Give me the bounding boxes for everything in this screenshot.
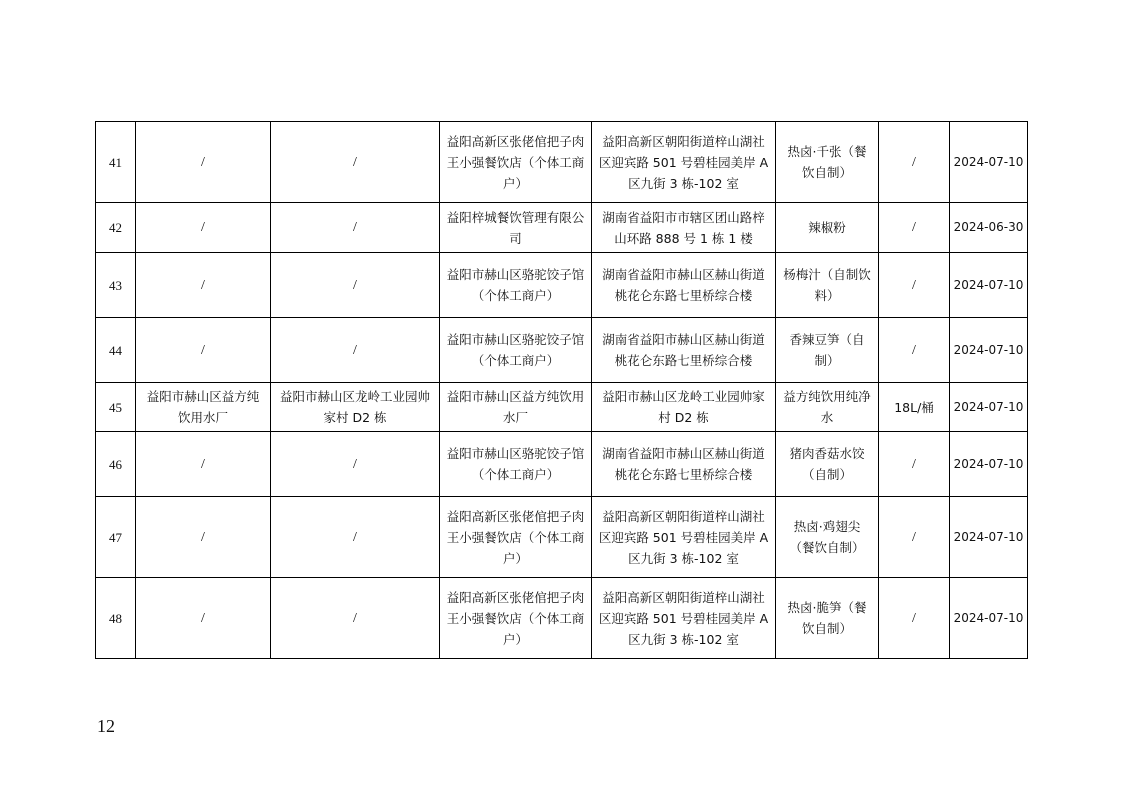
cell-manufacturer: / bbox=[136, 122, 271, 203]
cell-number: 47 bbox=[96, 497, 136, 578]
cell-entity-address: 益阳高新区朝阳街道梓山湖社区迎宾路 501 号碧桂园美岸 A 区九街 3 栋-102 室 bbox=[592, 578, 776, 659]
table-row bbox=[96, 122, 1028, 203]
cell-number: 42 bbox=[96, 203, 136, 253]
table-row bbox=[96, 432, 1028, 497]
cell-manufacturer-address: / bbox=[271, 432, 440, 497]
cell-number: 46 bbox=[96, 432, 136, 497]
table-row bbox=[96, 578, 1028, 659]
cell-sampled-entity: 益阳高新区张佬倌把子肉王小强餐饮店（个体工商户） bbox=[440, 578, 592, 659]
cell-product-name: 热卤·鸡翅尖（餐饮自制） bbox=[776, 497, 879, 578]
cell-sampled-entity: 益阳市赫山区骆驼饺子馆（个体工商户） bbox=[440, 253, 592, 318]
cell-sampled-entity: 益阳高新区张佬倌把子肉王小强餐饮店（个体工商户） bbox=[440, 497, 592, 578]
cell-manufacturer-address: / bbox=[271, 122, 440, 203]
cell-manufacturer-address: / bbox=[271, 203, 440, 253]
cell-date: 2024-07-10 bbox=[950, 383, 1028, 432]
cell-specification: / bbox=[879, 122, 950, 203]
cell-manufacturer: / bbox=[136, 253, 271, 318]
cell-manufacturer-address: / bbox=[271, 318, 440, 383]
cell-sampled-entity: 益阳市赫山区益方纯饮用水厂 bbox=[440, 383, 592, 432]
table-row bbox=[96, 383, 1028, 432]
cell-number: 45 bbox=[96, 383, 136, 432]
cell-entity-address: 湖南省益阳市市辖区团山路梓山环路 888 号 1 栋 1 楼 bbox=[592, 203, 776, 253]
cell-manufacturer: / bbox=[136, 318, 271, 383]
cell-manufacturer-address: / bbox=[271, 578, 440, 659]
cell-specification: / bbox=[879, 203, 950, 253]
cell-specification: / bbox=[879, 318, 950, 383]
table-row bbox=[96, 497, 1028, 578]
cell-product-name: 香辣豆笋（自制） bbox=[776, 318, 879, 383]
cell-manufacturer: 益阳市赫山区益方纯饮用水厂 bbox=[136, 383, 271, 432]
cell-sampled-entity: 益阳市赫山区骆驼饺子馆（个体工商户） bbox=[440, 432, 592, 497]
cell-entity-address: 湖南省益阳市赫山区赫山街道桃花仑东路七里桥综合楼 bbox=[592, 432, 776, 497]
cell-manufacturer-address: / bbox=[271, 497, 440, 578]
cell-specification: / bbox=[879, 253, 950, 318]
cell-date: 2024-06-30 bbox=[950, 203, 1028, 253]
table-row bbox=[96, 203, 1028, 253]
cell-date: 2024-07-10 bbox=[950, 578, 1028, 659]
cell-manufacturer-address: 益阳市赫山区龙岭工业园帅家村 D2 栋 bbox=[271, 383, 440, 432]
cell-specification: / bbox=[879, 497, 950, 578]
cell-product-name: 杨梅汁（自制饮料） bbox=[776, 253, 879, 318]
cell-product-name: 辣椒粉 bbox=[776, 203, 879, 253]
cell-product-name: 益方纯饮用纯净水 bbox=[776, 383, 879, 432]
cell-manufacturer: / bbox=[136, 578, 271, 659]
cell-product-name: 热卤·脆笋（餐饮自制） bbox=[776, 578, 879, 659]
page-number: 12 bbox=[97, 716, 115, 736]
table-row bbox=[96, 253, 1028, 318]
cell-entity-address: 益阳高新区朝阳街道梓山湖社区迎宾路 501 号碧桂园美岸 A 区九街 3 栋-102 室 bbox=[592, 497, 776, 578]
cell-number: 41 bbox=[96, 122, 136, 203]
cell-manufacturer-address: / bbox=[271, 253, 440, 318]
cell-sampled-entity: 益阳梓城餐饮管理有限公司 bbox=[440, 203, 592, 253]
table-row bbox=[96, 318, 1028, 383]
cell-sampled-entity: 益阳高新区张佬倌把子肉王小强餐饮店（个体工商户） bbox=[440, 122, 592, 203]
cell-manufacturer: / bbox=[136, 497, 271, 578]
cell-sampled-entity: 益阳市赫山区骆驼饺子馆（个体工商户） bbox=[440, 318, 592, 383]
cell-entity-address: 湖南省益阳市赫山区赫山街道桃花仑东路七里桥综合楼 bbox=[592, 253, 776, 318]
cell-number: 43 bbox=[96, 253, 136, 318]
cell-date: 2024-07-10 bbox=[950, 318, 1028, 383]
cell-specification: 18L/桶 bbox=[879, 383, 950, 432]
table-body bbox=[96, 122, 1028, 659]
cell-date: 2024-07-10 bbox=[950, 253, 1028, 318]
cell-number: 44 bbox=[96, 318, 136, 383]
cell-number: 48 bbox=[96, 578, 136, 659]
cell-specification: / bbox=[879, 578, 950, 659]
cell-date: 2024-07-10 bbox=[950, 497, 1028, 578]
cell-manufacturer: / bbox=[136, 203, 271, 253]
cell-manufacturer: / bbox=[136, 432, 271, 497]
cell-product-name: 热卤·千张（餐饮自制） bbox=[776, 122, 879, 203]
cell-entity-address: 益阳市赫山区龙岭工业园帅家村 D2 栋 bbox=[592, 383, 776, 432]
cell-product-name: 猪肉香菇水饺（自制） bbox=[776, 432, 879, 497]
inspection-table bbox=[95, 121, 1028, 659]
cell-date: 2024-07-10 bbox=[950, 432, 1028, 497]
cell-entity-address: 益阳高新区朝阳街道梓山湖社区迎宾路 501 号碧桂园美岸 A 区九街 3 栋-102 室 bbox=[592, 122, 776, 203]
cell-date: 2024-07-10 bbox=[950, 122, 1028, 203]
cell-specification: / bbox=[879, 432, 950, 497]
cell-entity-address: 湖南省益阳市赫山区赫山街道桃花仑东路七里桥综合楼 bbox=[592, 318, 776, 383]
